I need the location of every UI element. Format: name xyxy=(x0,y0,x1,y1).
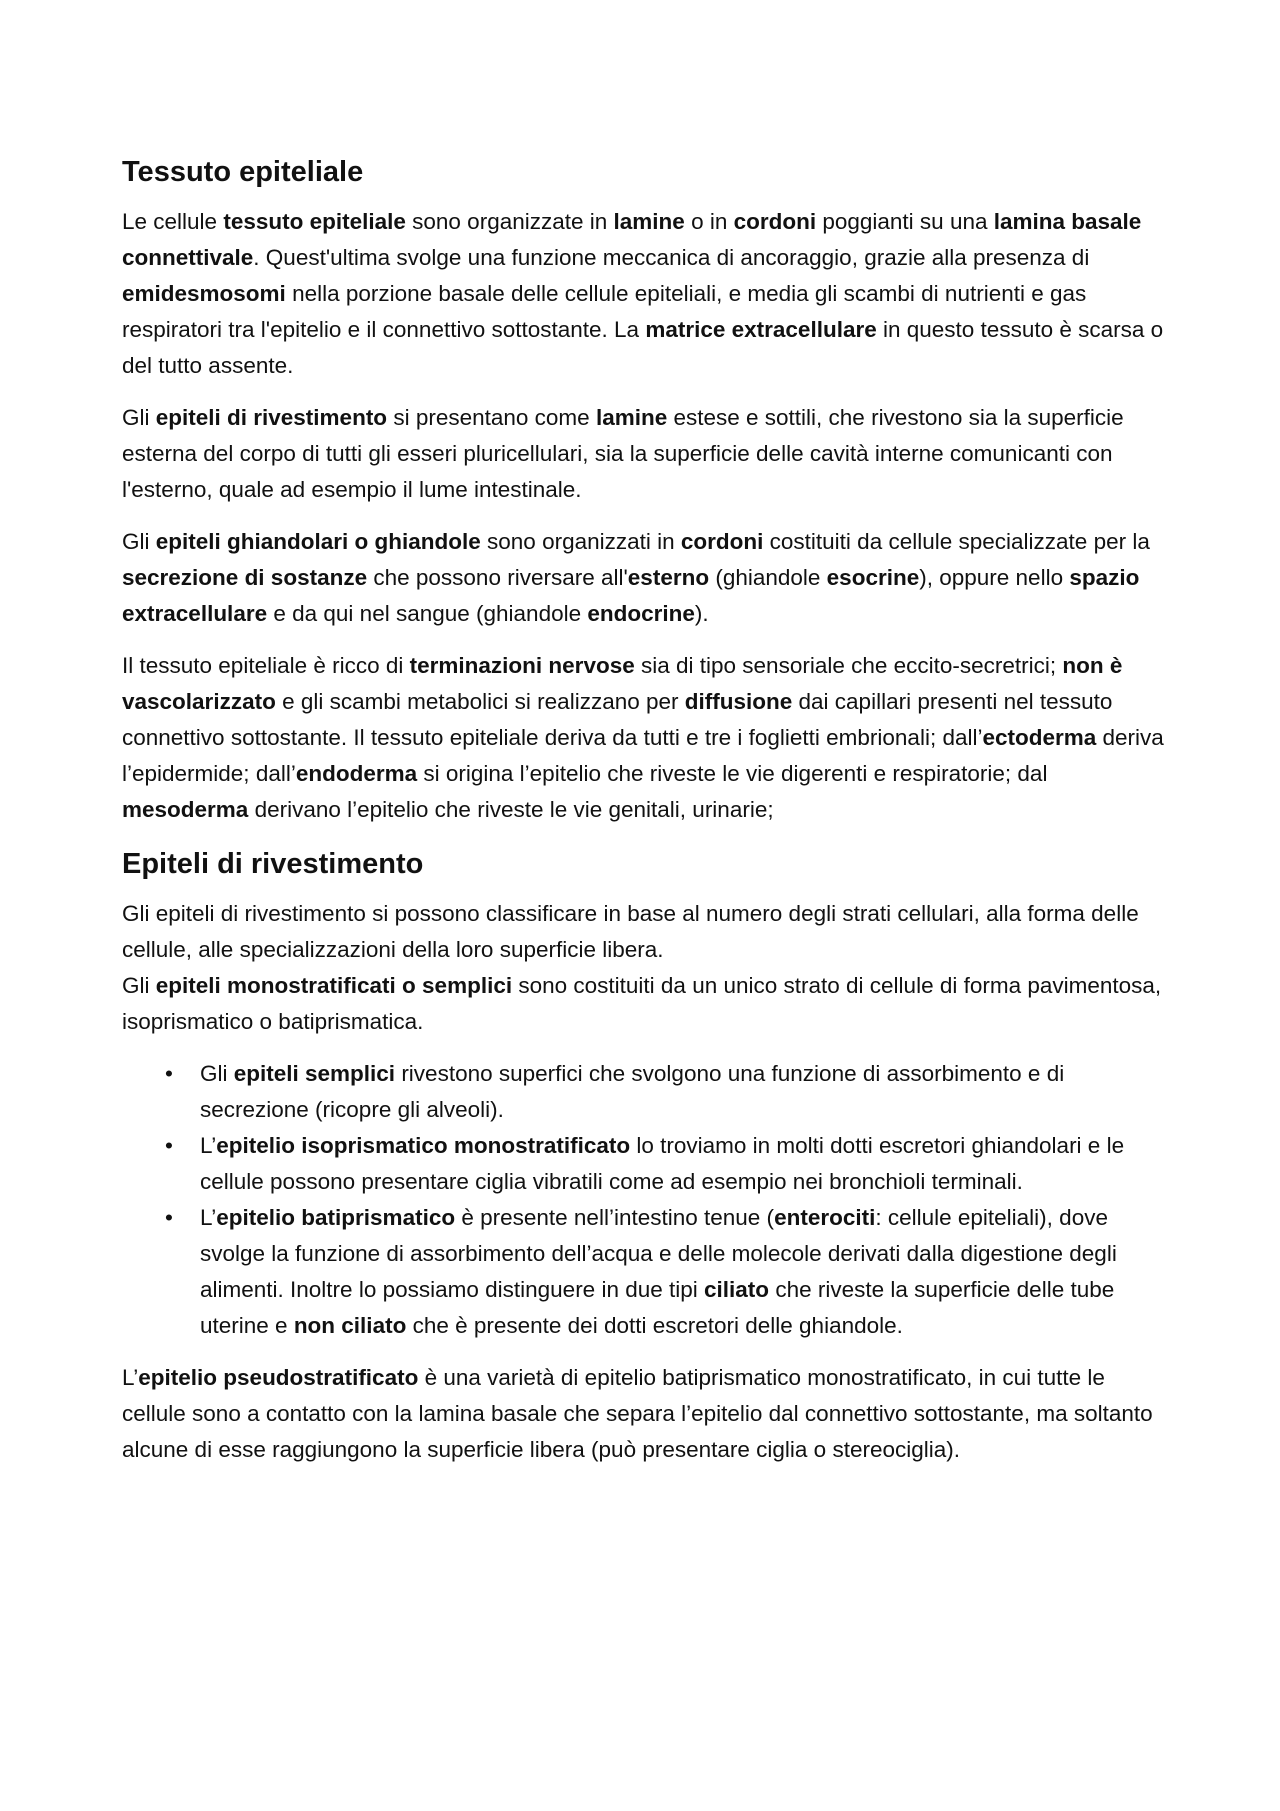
bold-term: epiteli monostratificati o semplici xyxy=(155,973,513,998)
text-run: costituiti da cellule specializzate per la xyxy=(763,529,1150,554)
list-item xyxy=(122,1056,1172,1128)
text-run: ). xyxy=(694,601,709,626)
text-run: ), oppure nello xyxy=(919,565,1070,590)
bold-term: epitelio pseudostratificato xyxy=(138,1365,419,1390)
bold-term: endocrine xyxy=(587,601,695,626)
section-title-tessuto-epiteliale: Tessuto epiteliale xyxy=(122,156,364,188)
bullet-icon: • xyxy=(165,1205,173,1230)
text-run: e da qui nel sangue (ghiandole xyxy=(267,601,588,626)
text-run: e gli scambi metabolici si realizzano per xyxy=(275,689,685,714)
paragraph-classificazione: Gli epiteli di rivestimento si possono classificare in base al numero degli strati cellulari, alla forma delle cellule, alle specializzazioni della loro superficie libera. xyxy=(122,901,1139,962)
bold-term: cordoni xyxy=(680,529,764,554)
section-title-epiteli-di-rivestimento: Epiteli di rivestimento xyxy=(122,848,424,880)
bold-term: ciliato xyxy=(704,1277,770,1302)
bold-term: mesoderma xyxy=(122,797,249,822)
bold-term: lamina basale connettivale xyxy=(122,209,1142,270)
text-run: che è presente dei dotti escretori delle ghiandole. xyxy=(406,1313,903,1338)
text-run: . Quest'ultima svolge una funzione meccanica di ancoraggio, grazie alla presenza di xyxy=(253,245,1090,270)
text-run: derivano l’epitelio che riveste le vie genitali, urinarie; xyxy=(248,797,774,822)
text-run: poggianti su una xyxy=(816,209,994,234)
bold-term: diffusione xyxy=(684,689,793,714)
text-run: si origina l’epitelio che riveste le vie digerenti e respiratorie; dal xyxy=(417,761,1048,786)
text-run: in questo tessuto è scarsa o del tutto assente. xyxy=(122,317,1164,378)
bold-term: matrice extracellulare xyxy=(645,317,877,342)
text-run: sia di tipo sensoriale che eccito-secretrici; xyxy=(634,653,1063,678)
text-run: o in xyxy=(684,209,734,234)
bold-term: spazio extracellulare xyxy=(122,565,1140,626)
bullet-icon: • xyxy=(165,1133,173,1158)
text-run: è una varietà di epitelio batiprismatico monostratificato, in cui tutte le cellule sono a contatto con la lamina basale che separa l’epitelio dal connettivo sottostante, ma soltanto alcune di esse raggiungono la superficie libera (può presentare ciglia o stereociglia). xyxy=(122,1365,1153,1462)
text-run: deriva l’epidermide; dall’ xyxy=(122,725,1164,786)
bold-term: ectoderma xyxy=(982,725,1097,750)
paragraph-pseudostratificato xyxy=(122,1360,1172,1468)
text-run: Le cellule xyxy=(122,209,224,234)
bold-term: emidesmosomi xyxy=(122,281,286,306)
bold-term: terminazioni nervose xyxy=(409,653,635,678)
text-run: estese e sottili, che rivestono sia la superficie esterna del corpo di tutti gli esseri pluricellulari, sia la superficie delle cavità interne comunicanti con l'esterno, quale ad esempio il lume intestinale. xyxy=(122,405,1124,502)
bold-term: cordoni xyxy=(733,209,817,234)
list-item xyxy=(122,1200,1172,1344)
text-run: L’ xyxy=(122,1365,139,1390)
text-run: sono organizzate in xyxy=(405,209,614,234)
paragraph-epiteli-ghiandolari xyxy=(122,524,1172,632)
bold-term: epitelio batiprismatico xyxy=(216,1205,456,1230)
bold-term: epitelio isoprismatico monostratificato xyxy=(216,1133,631,1158)
bold-term: epiteli di rivestimento xyxy=(155,405,388,430)
bold-term: non è vascolarizzato xyxy=(122,653,1123,714)
bold-term: non ciliato xyxy=(293,1313,407,1338)
document-page xyxy=(122,152,1172,1484)
text-run: si presentano come xyxy=(387,405,596,430)
bold-term: esocrine xyxy=(826,565,920,590)
paragraph-monostratificati xyxy=(122,968,1172,1040)
text-run: dai capillari presenti nel tessuto connettivo sottostante. Il tessuto epiteliale deriva da tutti e tre i foglietti embrionali; dall’ xyxy=(122,689,1113,750)
list-item xyxy=(122,1128,1172,1200)
bold-term: secrezione di sostanze xyxy=(122,565,368,590)
bold-term: epiteli semplici xyxy=(233,1061,396,1086)
bold-term: enterociti xyxy=(774,1205,876,1230)
text-run: lo troviamo in molti dotti escretori ghiandolari e le cellule possono presentare ciglia vibratili come ad esempio nei bronchioli terminali. xyxy=(200,1133,1125,1194)
bold-term: esterno xyxy=(627,565,710,590)
text-run: sono organizzati in xyxy=(480,529,681,554)
bullet-list xyxy=(122,1056,1172,1344)
text-run: che possono riversare all' xyxy=(367,565,628,590)
text-run: che riveste la superficie delle tube uterine e xyxy=(200,1277,1115,1338)
text-run: Gli xyxy=(122,405,156,430)
text-run: Gli xyxy=(122,973,156,998)
paragraph-lamina-basale xyxy=(122,204,1172,384)
bold-term: lamine xyxy=(613,209,685,234)
bold-term: epiteli ghiandolari o ghiandole xyxy=(155,529,481,554)
bold-term: tessuto epiteliale xyxy=(223,209,406,234)
text-run: : cellule epiteliali), dove svolge la funzione di assorbimento dell’acqua e delle molecole derivati dalla digestione degli alimenti. Inoltre lo possiamo distinguere in due tipi xyxy=(200,1205,1117,1302)
text-run: nella porzione basale delle cellule epiteliali, e media gli scambi di nutrienti e gas respiratori tra l'epitelio e il connettivo sottostante. La xyxy=(122,281,1087,342)
text-run: rivestono superfici che svolgono una funzione di assorbimento e di secrezione (ricopre gli alveoli). xyxy=(200,1061,1065,1122)
paragraph-epiteli-rivestimento xyxy=(122,400,1172,508)
text-run: è presente nell’intestino tenue ( xyxy=(455,1205,775,1230)
text-run: sono costituiti da un unico strato di cellule di forma pavimentosa, isoprismatico o batiprismatica. xyxy=(122,973,1162,1034)
text-run: L’ xyxy=(200,1205,217,1230)
bullet-icon: • xyxy=(165,1061,173,1086)
text-run: Gli xyxy=(122,529,156,554)
text-run: Gli xyxy=(200,1061,234,1086)
paragraph-terminazioni-nervose xyxy=(122,648,1172,828)
bold-term: endoderma xyxy=(295,761,418,786)
text-run: L’ xyxy=(200,1133,217,1158)
text-run: Il tessuto epiteliale è ricco di xyxy=(122,653,410,678)
bold-term: lamine xyxy=(595,405,668,430)
text-run: (ghiandole xyxy=(709,565,827,590)
